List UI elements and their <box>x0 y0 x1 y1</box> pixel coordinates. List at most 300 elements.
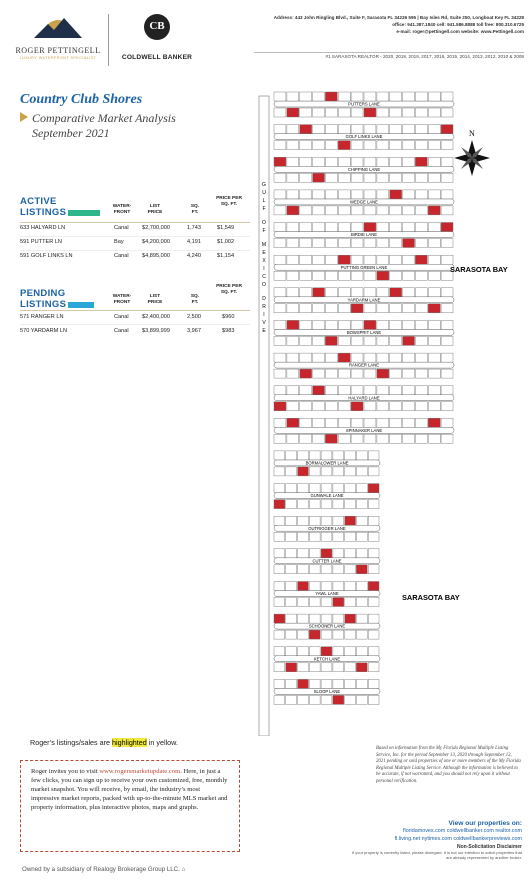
lot-parcel <box>286 679 297 688</box>
lot-parcel <box>415 239 427 248</box>
lot-parcel <box>403 173 415 182</box>
lot-parcel <box>364 141 376 150</box>
lot-parcel <box>390 434 402 443</box>
lot-parcel <box>321 679 332 688</box>
lot-parcel <box>274 598 285 607</box>
lot-parcel <box>368 598 379 607</box>
lot-parcel <box>403 402 415 411</box>
lot-parcel <box>309 549 320 558</box>
lot-parcel <box>377 320 389 329</box>
lot-parcel <box>313 402 325 411</box>
lot-parcel <box>287 108 299 117</box>
lot-parcel <box>345 679 356 688</box>
lot-parcel <box>428 125 440 134</box>
lot-parcel <box>428 402 440 411</box>
lot-parcel <box>325 418 337 427</box>
properties-links-2[interactable]: fl.living.net nytimes.com coldwellbankerpreviews.com <box>394 836 522 842</box>
lot-parcel <box>441 320 453 329</box>
lot-parcel <box>390 304 402 313</box>
lot-parcel <box>415 173 427 182</box>
lot-parcel <box>300 190 312 199</box>
col-waterfront: WATER-FRONT <box>112 204 132 215</box>
lot-parcel <box>287 336 299 345</box>
lot-parcel <box>325 434 337 443</box>
lot-parcel <box>300 108 312 117</box>
lot-parcel <box>403 434 415 443</box>
lot-parcel <box>300 157 312 166</box>
gulf-label-letter: G <box>262 182 266 188</box>
lot-parcel <box>321 582 332 591</box>
lot-parcel <box>325 255 337 264</box>
lot-parcel <box>298 500 309 509</box>
lot-parcel <box>415 206 427 215</box>
lot-parcel <box>356 500 367 509</box>
lot-parcel <box>390 386 402 395</box>
lot-parcel <box>298 663 309 672</box>
lot-parcel <box>364 108 376 117</box>
awards-line: #1 SARASOTA REALTOR - 2020, 2019, 2018, 2017, 2016, 2015, 2014, 2013, 2012, 2010 & 2008 <box>325 54 524 59</box>
lot-parcel <box>403 125 415 134</box>
lot-parcel <box>325 271 337 280</box>
lot-parcel <box>351 141 363 150</box>
lot-parcel <box>286 663 297 672</box>
lot-parcel <box>364 190 376 199</box>
lot-parcel <box>274 353 286 362</box>
lot-parcel <box>274 320 286 329</box>
gulf-label-letter: I <box>263 266 265 272</box>
lot-parcel <box>415 386 427 395</box>
lot-parcel <box>274 451 285 460</box>
lot-parcel <box>298 467 309 476</box>
lot-parcel <box>415 157 427 166</box>
lot-parcel <box>287 402 299 411</box>
lot-parcel <box>390 288 402 297</box>
lot-parcel <box>286 451 297 460</box>
lot-parcel <box>300 386 312 395</box>
lot-parcel <box>428 434 440 443</box>
lot-parcel <box>351 92 363 101</box>
lot-parcel <box>338 304 350 313</box>
lot-parcel <box>313 418 325 427</box>
lot-parcel <box>321 549 332 558</box>
lot-parcel <box>377 223 389 232</box>
lot-parcel <box>368 565 379 574</box>
lot-parcel <box>325 190 337 199</box>
lot-parcel <box>345 484 356 493</box>
lot-parcel <box>298 695 309 704</box>
lot-parcel <box>377 173 389 182</box>
lot-parcel <box>286 467 297 476</box>
lot-parcel <box>441 353 453 362</box>
rp-name: ROGER PETTINGELL <box>15 46 101 55</box>
lot-parcel <box>286 582 297 591</box>
lot-parcel <box>364 369 376 378</box>
lot-parcel <box>325 304 337 313</box>
lot-parcel <box>309 647 320 656</box>
lot-parcel <box>364 125 376 134</box>
street-label: GUNWALE LANE <box>310 493 344 499</box>
ownership-note: Owned by a subsidiary of Realogy Brokerage Group LLC. ⌂ <box>22 866 186 873</box>
lot-parcel <box>300 173 312 182</box>
lot-parcel <box>377 336 389 345</box>
lot-parcel <box>428 386 440 395</box>
lot-parcel <box>325 92 337 101</box>
street-label: KETCH LANE <box>313 656 341 662</box>
street-label: PUTTING GREEN LANE <box>340 264 388 270</box>
cb-name: COLDWELL BANKER <box>121 54 193 61</box>
lot-parcel <box>415 369 427 378</box>
lot-parcel <box>309 484 320 493</box>
lot-parcel <box>287 418 299 427</box>
lot-parcel <box>333 598 344 607</box>
lot-parcel <box>325 320 337 329</box>
lot-parcel <box>441 173 453 182</box>
lot-parcel <box>274 173 286 182</box>
lot-parcel <box>390 190 402 199</box>
lot-parcel <box>274 255 286 264</box>
lot-parcel <box>403 320 415 329</box>
lot-parcel <box>428 369 440 378</box>
gulf-label-letter: C <box>262 274 266 280</box>
gulf-label-letter: D <box>262 296 266 302</box>
lot-parcel <box>345 532 356 541</box>
lot-parcel <box>377 92 389 101</box>
lot-parcel <box>351 223 363 232</box>
lot-parcel <box>368 582 379 591</box>
lot-parcel <box>441 386 453 395</box>
lot-parcel <box>300 223 312 232</box>
lot-parcel <box>403 206 415 215</box>
lot-parcel <box>338 288 350 297</box>
lot-parcel <box>287 190 299 199</box>
lot-parcel <box>364 386 376 395</box>
lot-parcel <box>351 353 363 362</box>
lot-parcel <box>351 125 363 134</box>
lot-parcel <box>286 549 297 558</box>
lot-parcel <box>338 271 350 280</box>
lot-parcel <box>321 516 332 525</box>
lot-parcel <box>286 598 297 607</box>
lot-parcel <box>338 369 350 378</box>
lot-parcel <box>351 320 363 329</box>
lot-parcel <box>390 402 402 411</box>
lot-parcel <box>428 157 440 166</box>
lot-parcel <box>325 369 337 378</box>
lot-parcel <box>300 239 312 248</box>
lot-parcel <box>287 434 299 443</box>
gulf-label-letter: V <box>262 320 266 326</box>
lot-parcel <box>390 108 402 117</box>
lot-parcel <box>345 663 356 672</box>
lot-parcel <box>351 369 363 378</box>
sarasota-bay-label-2: SARASOTA BAY <box>402 593 460 602</box>
lot-parcel <box>364 271 376 280</box>
lot-parcel <box>377 288 389 297</box>
lot-parcel <box>287 223 299 232</box>
lot-parcel <box>300 402 312 411</box>
market-update-link[interactable]: www.rogersmarketupdate.com <box>99 768 181 775</box>
lot-parcel <box>300 418 312 427</box>
lot-parcel <box>298 516 309 525</box>
lot-parcel <box>333 679 344 688</box>
page-subtitle: Comparative Market Analysis <box>20 111 176 126</box>
lot-parcel <box>368 630 379 639</box>
lot-parcel <box>390 141 402 150</box>
lot-parcel <box>390 320 402 329</box>
lot-parcel <box>287 206 299 215</box>
lot-parcel <box>368 500 379 509</box>
lot-parcel <box>415 434 427 443</box>
lot-parcel <box>300 206 312 215</box>
highlight-note: Roger’s listings/sales are highlighted in yellow. <box>30 738 178 747</box>
lot-parcel <box>274 92 286 101</box>
lot-parcel <box>441 336 453 345</box>
active-label: ACTIVE LISTINGS <box>20 196 100 218</box>
lot-parcel <box>309 451 320 460</box>
gulf-label-letter: L <box>262 198 266 204</box>
street-label: YARDARM LANE <box>347 297 381 303</box>
lot-parcel <box>309 516 320 525</box>
lot-parcel <box>313 320 325 329</box>
lot-parcel <box>345 467 356 476</box>
lot-parcel <box>377 255 389 264</box>
col-ppsf: PRICE PER SQ. FT. <box>216 284 242 295</box>
lot-parcel <box>274 630 285 639</box>
lot-parcel <box>333 582 344 591</box>
lot-parcel <box>345 630 356 639</box>
lot-parcel <box>313 92 325 101</box>
lot-parcel <box>274 141 286 150</box>
lot-parcel <box>356 549 367 558</box>
lot-parcel <box>345 516 356 525</box>
lot-parcel <box>321 695 332 704</box>
lot-parcel <box>377 402 389 411</box>
properties-heading: View our properties on: <box>448 820 522 827</box>
lot-parcel <box>356 679 367 688</box>
lot-parcel <box>286 614 297 623</box>
compass-north-label: N <box>469 129 475 138</box>
lot-parcel <box>274 206 286 215</box>
lot-parcel <box>321 565 332 574</box>
lot-parcel <box>415 255 427 264</box>
lot-parcel <box>274 223 286 232</box>
lot-parcel <box>313 157 325 166</box>
lot-parcel <box>368 647 379 656</box>
lot-parcel <box>287 320 299 329</box>
table-divider <box>20 222 250 223</box>
lot-parcel <box>364 434 376 443</box>
lot-parcel <box>287 304 299 313</box>
lot-parcel <box>377 271 389 280</box>
lot-parcel <box>287 157 299 166</box>
lot-parcel <box>325 173 337 182</box>
col-list-price: LIST PRICE <box>147 294 163 305</box>
lot-parcel <box>403 304 415 313</box>
lot-parcel <box>274 157 286 166</box>
lot-parcel <box>441 402 453 411</box>
lot-parcel <box>428 288 440 297</box>
lot-parcel <box>309 598 320 607</box>
lot-parcel <box>274 695 285 704</box>
lot-parcel <box>298 451 309 460</box>
lot-parcel <box>321 614 332 623</box>
lot-parcel <box>338 353 350 362</box>
lot-parcel <box>428 173 440 182</box>
lot-parcel <box>333 549 344 558</box>
lot-parcel <box>428 223 440 232</box>
lot-parcel <box>415 402 427 411</box>
lot-parcel <box>356 614 367 623</box>
lot-parcel <box>356 467 367 476</box>
lot-parcel <box>321 630 332 639</box>
lot-parcel <box>274 484 285 493</box>
lot-parcel <box>377 304 389 313</box>
lot-parcel <box>441 304 453 313</box>
triangle-bullet-icon <box>20 112 28 122</box>
properties-links-1[interactable]: floridamoves.com coldwellbanker.com realtor.com <box>403 828 522 834</box>
lot-parcel <box>403 353 415 362</box>
lot-parcel <box>428 271 440 280</box>
lot-parcel <box>274 532 285 541</box>
lot-parcel <box>441 288 453 297</box>
lot-parcel <box>286 565 297 574</box>
lot-parcel <box>325 223 337 232</box>
lot-parcel <box>428 336 440 345</box>
lot-parcel <box>321 484 332 493</box>
lot-parcel <box>300 255 312 264</box>
lot-parcel <box>313 255 325 264</box>
lot-parcel <box>428 239 440 248</box>
lot-parcel <box>338 402 350 411</box>
lot-parcel <box>441 434 453 443</box>
lot-parcel <box>368 484 379 493</box>
lot-parcel <box>298 565 309 574</box>
lot-parcel <box>325 336 337 345</box>
lot-parcel <box>441 239 453 248</box>
lot-parcel <box>403 336 415 345</box>
lot-parcel <box>325 108 337 117</box>
lot-parcel <box>325 402 337 411</box>
lot-parcel <box>287 288 299 297</box>
lot-parcel <box>441 206 453 215</box>
gulf-label-letter: U <box>262 190 266 196</box>
lot-parcel <box>338 418 350 427</box>
lot-parcel <box>313 108 325 117</box>
lot-parcel <box>415 320 427 329</box>
street-label: BOWSPRIT LANE <box>346 330 382 335</box>
lot-parcel <box>274 369 286 378</box>
lot-parcel <box>300 141 312 150</box>
page-date: September 2021 <box>32 126 110 140</box>
lot-parcel <box>377 353 389 362</box>
lot-parcel <box>351 173 363 182</box>
lot-parcel <box>441 108 453 117</box>
lot-parcel <box>274 614 285 623</box>
lot-parcel <box>351 304 363 313</box>
lot-parcel <box>300 336 312 345</box>
lot-parcel <box>300 92 312 101</box>
lot-parcel <box>338 92 350 101</box>
gulf-label-letter: F <box>262 228 266 234</box>
contact-block <box>254 14 524 35</box>
lot-parcel <box>309 679 320 688</box>
lot-parcel <box>415 92 427 101</box>
lot-parcel <box>298 532 309 541</box>
lot-parcel <box>333 647 344 656</box>
lot-parcel <box>441 125 453 134</box>
lot-parcel <box>345 598 356 607</box>
pending-color-bar <box>68 302 94 308</box>
lot-parcel <box>286 500 297 509</box>
lot-parcel <box>415 141 427 150</box>
lot-parcel <box>274 386 286 395</box>
lot-parcel <box>287 353 299 362</box>
properties-block <box>346 820 522 860</box>
lot-parcel <box>338 223 350 232</box>
gulf-label-letter: R <box>262 304 266 310</box>
lot-parcel <box>309 565 320 574</box>
lot-parcel <box>428 190 440 199</box>
lot-parcel <box>390 223 402 232</box>
lot-parcel <box>309 467 320 476</box>
lot-parcel <box>428 353 440 362</box>
lot-parcel <box>403 288 415 297</box>
lot-parcel <box>313 190 325 199</box>
lot-parcel <box>274 418 286 427</box>
lot-parcel <box>356 598 367 607</box>
lot-parcel <box>351 255 363 264</box>
lot-parcel <box>274 582 285 591</box>
lot-parcel <box>415 336 427 345</box>
lot-parcel <box>428 418 440 427</box>
lot-parcel <box>390 369 402 378</box>
logo-divider <box>108 14 109 66</box>
lot-parcel <box>403 369 415 378</box>
lot-parcel <box>415 288 427 297</box>
lot-parcel <box>274 288 286 297</box>
lot-parcel <box>286 532 297 541</box>
lot-parcel <box>274 516 285 525</box>
lot-parcel <box>286 695 297 704</box>
lot-parcel <box>309 500 320 509</box>
lot-parcel <box>368 532 379 541</box>
street-label: CUTTER LANE <box>312 558 342 564</box>
lot-parcel <box>441 369 453 378</box>
lot-parcel <box>390 255 402 264</box>
lot-parcel <box>338 157 350 166</box>
lot-parcel <box>345 451 356 460</box>
lot-parcel <box>351 108 363 117</box>
lot-parcel <box>338 190 350 199</box>
lot-parcel <box>287 141 299 150</box>
lot-parcel <box>313 223 325 232</box>
lot-parcel <box>368 467 379 476</box>
lot-parcel <box>321 451 332 460</box>
lot-parcel <box>364 255 376 264</box>
lot-parcel <box>364 353 376 362</box>
lot-parcel <box>313 353 325 362</box>
header-rule <box>254 52 524 53</box>
lot-parcel <box>356 516 367 525</box>
lot-parcel <box>313 271 325 280</box>
lot-parcel <box>428 206 440 215</box>
lot-parcel <box>403 223 415 232</box>
lot-parcel <box>403 418 415 427</box>
cb-seal-icon: CB <box>144 14 170 40</box>
lot-parcel <box>287 239 299 248</box>
lot-parcel <box>368 549 379 558</box>
lot-parcel <box>415 271 427 280</box>
